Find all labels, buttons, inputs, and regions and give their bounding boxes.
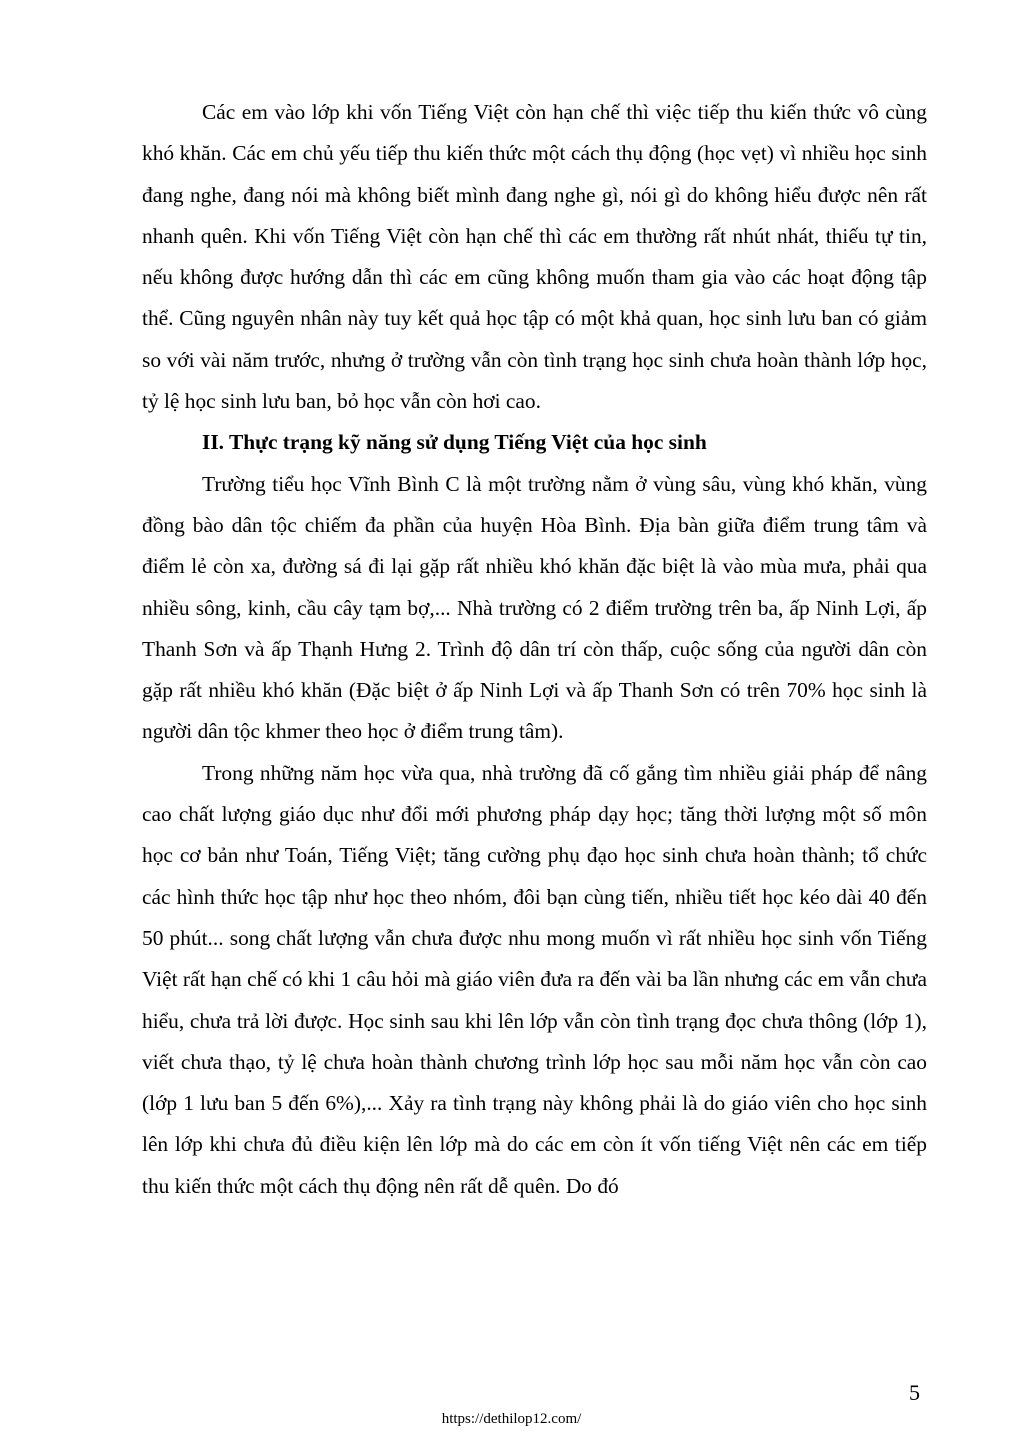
paragraph: Trong những năm học vừa qua, nhà trường đã cố gắng tìm nhiều giải pháp để nâng cao chất lượng giáo dục như đổi mới phương pháp dạy học; tăng thời lượng một số môn học cơ bản như Toán, Tiếng Việt; tăng cường phụ đạo học sinh chưa hoàn thành; tổ chức các hình thức học tập như học theo nhóm, đôi bạn cùng tiến, nhiều tiết học kéo dài 40 đến 50 phút... song chất lượng vẫn chưa được nhu mong muốn vì rất nhiều học sinh vốn Tiếng Việt rất hạn chế có khi 1 câu hỏi mà giáo viên đưa ra đến vài ba lần nhưng các em vẫn chưa hiểu, chưa trả lời được. Học sinh sau khi lên lớp vẫn còn tình trạng đọc chưa thông (lớp 1), viết chưa thạo, tỷ lệ chưa hoàn thành chương trình lớp học sau mỗi năm học vẫn còn cao (lớp 1 lưu ban 5 đến 6%),... Xảy ra tình trạng này không phải là do giáo viên cho học sinh lên lớp khi chưa đủ điều kiện lên lớp mà do các em còn ít vốn tiếng Việt nên các em tiếp thu kiến thức một cách thụ động nên rất dễ quên. Do đó <box>142 760 927 1198</box>
document-body <box>142 92 927 1207</box>
section-heading: II. Thực trạng kỹ năng sử dụng Tiếng Việt của học sinh <box>202 430 707 455</box>
page-number: 5 <box>909 1380 920 1405</box>
paragraph: Trường tiểu học Vĩnh Bình C là một trường nằm ở vùng sâu, vùng khó khăn, vùng đồng bào dân tộc chiếm đa phần của huyện Hòa Bình. Địa bàn giữa điểm trung tâm và điểm lẻ còn xa, đường sá đi lại gặp rất nhiều khó khăn đặc biệt là vào mùa mưa, phải qua nhiều sông, kinh, cầu cây tạm bợ,... Nhà trường có 2 điểm trường trên ba, ấp Ninh Lợi, ấp Thanh Sơn và ấp Thạnh Hưng 2. Trình độ dân trí còn thấp, cuộc sống của người dân còn gặp rất nhiều khó khăn (Đặc biệt ở ấp Ninh Lợi và ấp Thanh Sơn có trên 70% học sinh là người dân tộc khmer theo học ở điểm trung tâm). <box>142 471 927 744</box>
footer-url: https://dethilop12.com/ <box>441 1411 582 1427</box>
paragraph: Các em vào lớp khi vốn Tiếng Việt còn hạn chế thì việc tiếp thu kiến thức vô cùng khó khăn. Các em chủ yếu tiếp thu kiến thức một cách thụ động (học vẹt) vì nhiều học sinh đang nghe, đang nói mà không biết mình đang nghe gì, nói gì do không hiểu được nên rất nhanh quên. Khi vốn Tiếng Việt còn hạn chế thì các em thường rất nhút nhát, thiếu tự tin, nếu không được hướng dẫn thì các em cũng không muốn tham gia vào các hoạt động tập thể. Cũng nguyên nhân này tuy kết quả học tập có một khả quan, học sinh lưu ban có giảm so với vài năm trước, nhưng ở trường vẫn còn tình trạng học sinh chưa hoàn thành lớp học, tỷ lệ học sinh lưu ban, bỏ học vẫn còn hơi cao. <box>142 100 927 414</box>
